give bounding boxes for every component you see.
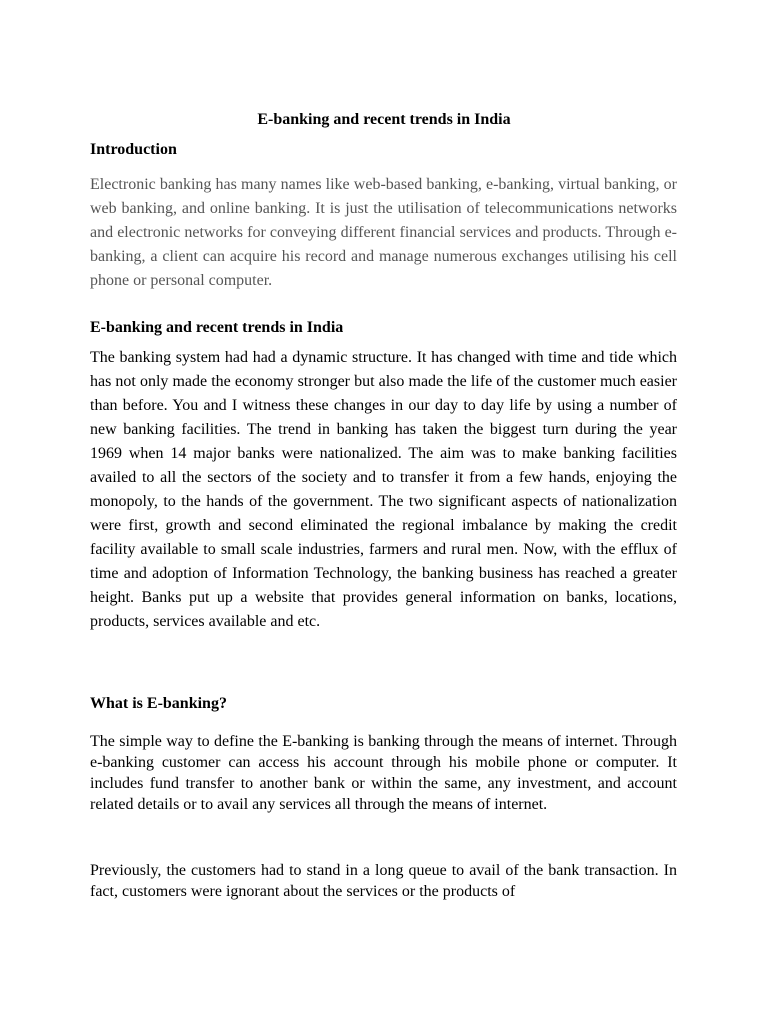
paragraph-ebanking-definition: The simple way to define the E-banking is banking through the means of internet. Through e-banking customer can access his account through his mobile phone or computer. It includes fund transfer to another bank or within the same, any investment, and account related details or to avail any services all through the means of internet. <box>90 733 677 813</box>
section-heading-what-is-ebanking: What is E-banking? <box>90 695 227 712</box>
paragraph-ebanking-previously: Previously, the customers had to stand in a long queue to avail of the bank transaction. In fact, customers were ignorant about the services or the products of <box>90 862 677 900</box>
paragraph-introduction: Electronic banking has many names like web-based banking, e-banking, virtual banking, or web banking, and online banking. It is just the utilisation of telecommunications networks and electronic networks for conveying different financial services and products. Through e-banking, a client can acquire his record and manage numerous exchanges utilising his cell phone or personal computer. <box>90 176 677 289</box>
paragraph-trends: The banking system had had a dynamic structure. It has changed with time and tide which has not only made the economy stronger but also made the life of the customer much easier than before. You and I witness these changes in our day to day life by using a number of new banking facilities. The trend in banking has taken the biggest turn during the year 1969 when 14 major banks were nationalized. The aim was to make banking facilities availed to all the sectors of the society and to transfer it from a few hands, enjoying the monopoly, to the hands of the government. The two significant aspects of nationalization were first, growth and second eliminated the regional imbalance by making the credit facility available to small scale industries, farmers and rural men. Now, with the efflux of time and adoption of Information Technology, the banking business has reached a greater height. Banks put up a website that provides general information on banks, locations, products, services available and etc. <box>90 349 677 630</box>
document-title: E-banking and recent trends in India <box>257 111 511 128</box>
section-heading-introduction: Introduction <box>90 141 177 158</box>
section-heading-trends: E-banking and recent trends in India <box>90 319 344 336</box>
